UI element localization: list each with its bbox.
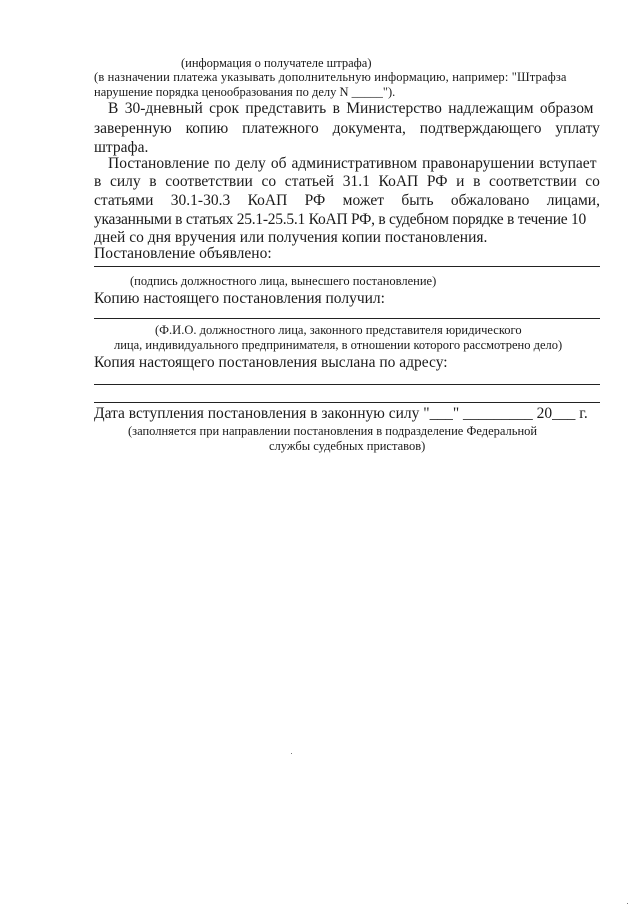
effective-date-line: Дата вступления постановления в законную силу "___" _________ 20___ г. <box>94 405 588 422</box>
word: в <box>473 173 481 190</box>
paragraph-2-line-5: дней со дня вручения или получения копии постановления. <box>94 229 488 246</box>
signature-caption: (подпись должностного лица, вынесшего постановление) <box>130 274 437 288</box>
word: в <box>94 173 102 190</box>
word: в <box>149 173 157 190</box>
address-line-2 <box>94 402 600 403</box>
word: РФ <box>304 192 326 209</box>
paragraph-1-line-3: штрафа. <box>94 139 149 156</box>
representative-caption-line-1: (Ф.И.О. должностного лица, законного представителя юридического <box>155 323 522 337</box>
paragraph-2-line-3 <box>94 193 600 209</box>
word: обжаловано <box>450 192 530 209</box>
recipient-caption: (информация о получателе штрафа) <box>181 56 372 70</box>
signature-line <box>94 266 600 267</box>
word: копию <box>185 120 229 137</box>
word: заверенную <box>94 120 172 137</box>
word: силу <box>109 173 141 190</box>
word: КоАП <box>378 173 419 190</box>
paragraph-1-line-2 <box>94 121 600 137</box>
paragraph-2-line-4: указанными в статьях 25.1-25.5.1 КоАП РФ, в судебном порядке в течение 10 <box>94 211 587 228</box>
word: статьями <box>94 192 154 209</box>
word: подтверждающего <box>419 120 542 137</box>
word: соответствии <box>165 173 253 190</box>
bailiff-caption-line-1: (заполняется при направлении постановления в подразделение Федеральной <box>128 424 538 438</box>
word: 30.1-30.3 <box>170 192 231 209</box>
copy-received-label: Копию настоящего постановления получил: <box>94 290 385 307</box>
word: может <box>342 192 384 209</box>
copy-sent-label: Копия настоящего постановления выслана по адресу: <box>94 354 448 371</box>
payment-note-line-2: нарушение порядка ценообразования по делу N _____"). <box>94 85 396 99</box>
word: лицами, <box>546 192 600 209</box>
word: соответствии <box>489 173 577 190</box>
representative-caption-line-2: лица, индивидуального предпринимателя, в отношении которого рассмотрено дело) <box>114 338 563 352</box>
scan-speck <box>627 903 628 904</box>
word: 31.1 <box>342 173 370 190</box>
paragraph-2-line-1: Постановление по делу об административном правонарушении вступает <box>108 155 597 172</box>
word: и <box>456 173 465 190</box>
word: платежного <box>242 120 319 137</box>
payment-note-line-1: (в назначении платежа указывать дополнительную информацию, например: "Штрафза <box>94 70 567 84</box>
word: статьей <box>284 173 335 190</box>
word: документа, <box>332 120 406 137</box>
word: со <box>261 173 277 190</box>
recipient-name-line <box>94 318 600 319</box>
scan-speck <box>291 753 292 754</box>
word: РФ <box>426 173 448 190</box>
word: уплату <box>555 120 600 137</box>
bailiff-caption-line-2: службы судебных приставов) <box>269 439 426 453</box>
announced-label: Постановление объявлено: <box>94 245 272 262</box>
paragraph-2-line-2 <box>94 174 600 190</box>
word: КоАП <box>247 192 288 209</box>
address-line-1 <box>94 384 600 385</box>
word: со <box>585 173 600 190</box>
paragraph-1-line-1: В 30-дневный срок представить в Министерство надлежащим образом <box>108 100 594 117</box>
word: быть <box>401 192 434 209</box>
